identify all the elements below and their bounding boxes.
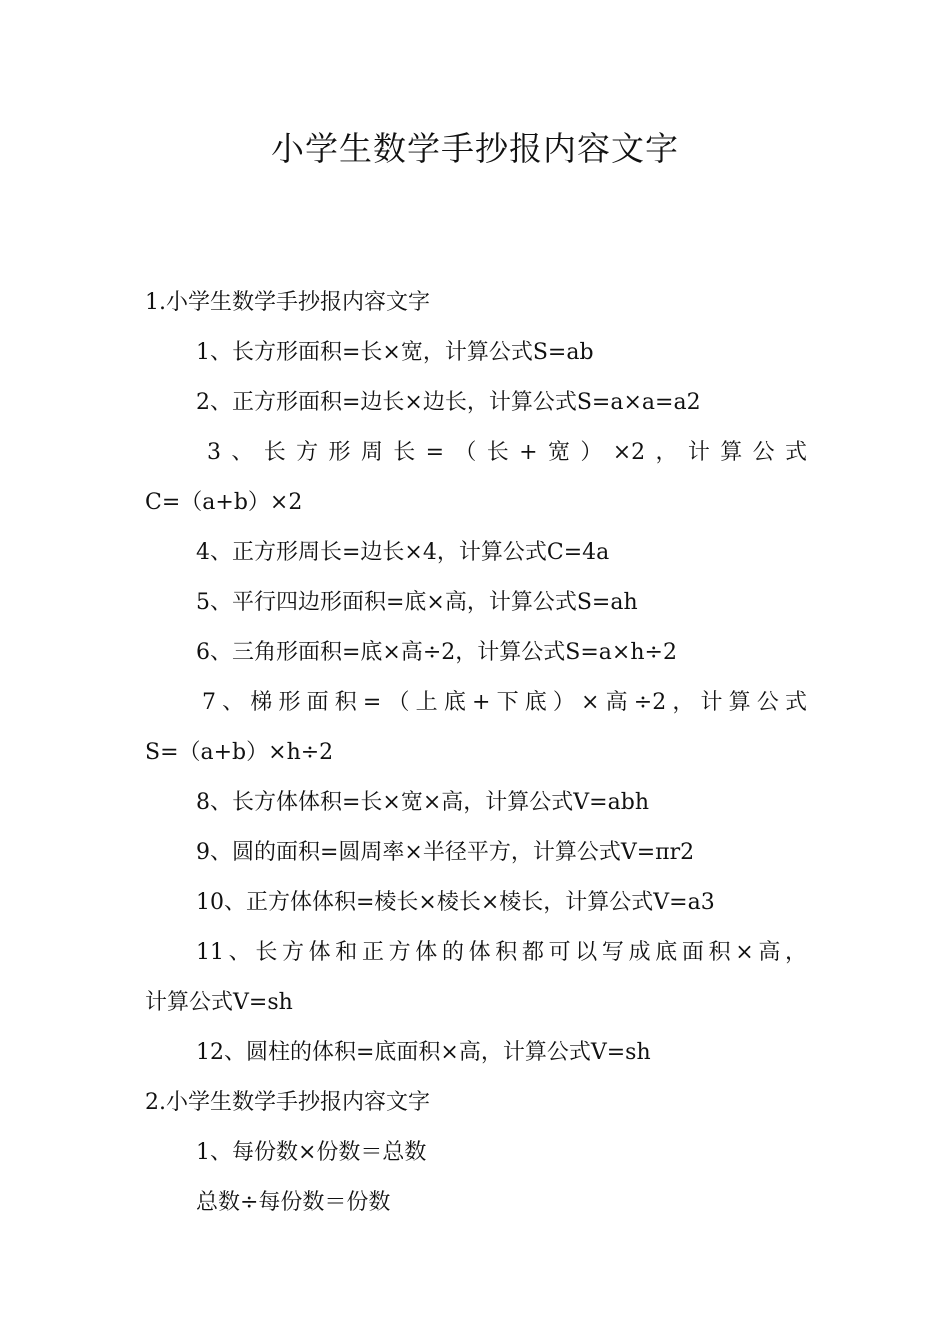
formula-line: 9、圆的面积=圆周率×半径平方，计算公式V=πr2 — [196, 840, 695, 865]
formula-line-wrapped: 7、梯形面积=（上底+下底）×高÷2，计算公式 — [202, 690, 807, 715]
formula-line: 1、每份数×份数＝总数 — [196, 1140, 427, 1165]
formula-line: 5、平行四边形面积=底×高，计算公式S=ah — [196, 590, 638, 615]
document-body — [145, 278, 807, 1228]
formula-line-wrapped: 3、长方形周长=（长+宽）×2，计算公式 — [207, 440, 807, 465]
document-title: 小学生数学手抄报内容文字 — [271, 129, 679, 168]
formula-line: 2、正方形面积=边长×边长，计算公式S=a×a=a2 — [196, 390, 701, 415]
formula-line-continuation: 计算公式V=sh — [145, 990, 293, 1015]
section-heading: 2.小学生数学手抄报内容文字 — [145, 1090, 430, 1115]
formula-line-continuation: S=（a+b）×h÷2 — [145, 740, 334, 765]
formula-line: 1、长方形面积=长×宽，计算公式S=ab — [196, 340, 594, 365]
formula-line: 4、正方形周长=边长×4，计算公式C=4a — [196, 540, 610, 565]
formula-line-continuation: C=（a+b）×2 — [145, 490, 303, 515]
formula-line: 6、三角形面积=底×高÷2，计算公式S=a×h÷2 — [196, 640, 677, 665]
formula-line: 12、圆柱的体积=底面积×高，计算公式V=sh — [196, 1040, 651, 1065]
section-heading: 1.小学生数学手抄报内容文字 — [145, 290, 430, 315]
formula-line: 总数÷每份数＝份数 — [196, 1190, 391, 1215]
formula-line: 10、正方体体积=棱长×棱长×棱长，计算公式V=a3 — [196, 890, 715, 915]
formula-line: 8、长方体体积=长×宽×高，计算公式V=abh — [196, 790, 649, 815]
formula-line-wrapped: 11、长方体和正方体的体积都可以写成底面积×高， — [196, 940, 807, 965]
